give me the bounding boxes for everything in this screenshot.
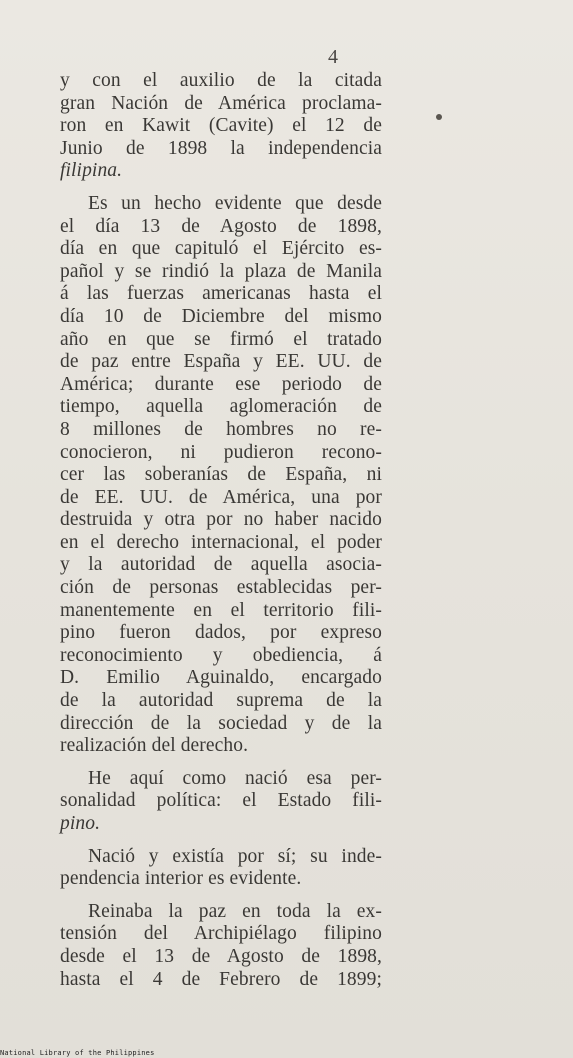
paragraph	[60, 768, 382, 836]
text-line: conocieron, ni pudieron recono-	[60, 441, 382, 463]
text-line: realización del derecho.	[60, 735, 249, 757]
text-line: hasta el 4 de Febrero de 1899;	[60, 968, 382, 990]
text-line: año en que se firmó el tratado	[60, 328, 382, 350]
text-line: pino fueron dados, por expreso	[60, 622, 382, 644]
text-line: América; durante ese periodo de	[60, 373, 382, 395]
text-line: reconocimiento y obediencia, á	[60, 644, 382, 666]
text-line: y la autoridad de aquella asocia-	[60, 554, 382, 576]
text-line: cer las soberanías de España, ni	[60, 464, 382, 486]
text-line: día en que capituló el Ejército es-	[60, 238, 382, 260]
text-line: y con el auxilio de la citada	[60, 70, 382, 91]
paragraph	[60, 193, 382, 758]
text-line: el día 13 de Agosto de 1898,	[60, 215, 382, 237]
text-line	[60, 813, 382, 836]
text-line: manentemente en el territorio fili-	[60, 599, 382, 621]
text-line: tensión del Archipiélago filipino	[60, 923, 382, 945]
text-line: Nació y existía por sí; su inde-	[88, 845, 382, 867]
text-line: Reinaba la paz en toda la ex-	[88, 900, 382, 922]
text-line: 8 millones de hombres no re-	[60, 418, 382, 440]
italic-text: pino.	[60, 813, 101, 834]
text-line: de la autoridad suprema de la	[60, 690, 382, 712]
page-number: 4	[328, 46, 338, 68]
text-line: gran Nación de América proclama-	[60, 92, 382, 114]
text-line: ron en Kawit (Cavite) el 12 de	[60, 115, 382, 137]
text-line: destruida y otra por no haber nacido	[60, 509, 382, 531]
text-line: de paz entre España y EE. UU. de	[60, 351, 382, 373]
body-text	[60, 70, 382, 991]
text-line: Es un hecho evidente que desde	[88, 192, 382, 214]
text-line: en el derecho internacional, el poder	[60, 531, 382, 553]
text-line: pendencia interior es evidente.	[60, 868, 302, 890]
text-line: He aquí como nació esa per-	[88, 767, 382, 789]
italic-text: filipina.	[60, 160, 123, 182]
text-line: día 10 de Diciembre del mismo	[60, 305, 382, 327]
paragraph	[60, 70, 382, 183]
text-line: D. Emilio Aguinaldo, encargado	[60, 667, 382, 689]
text-line: dirección de la sociedad y de la	[60, 712, 382, 734]
text-line: á las fuerzas americanas hasta el	[60, 283, 382, 305]
ink-speck	[436, 114, 442, 120]
text-line: pañol y se rindió la plaza de Manila	[60, 260, 382, 282]
paragraph	[60, 846, 382, 891]
text-line: de EE. UU. de América, una por	[60, 486, 382, 508]
text-line: tiempo, aquella aglomeración de	[60, 396, 382, 418]
text-line: ción de personas establecidas per-	[60, 577, 382, 599]
library-credit: National Library of the Philippines	[0, 1049, 155, 1057]
text-line: sonalidad política: el Estado fili-	[60, 790, 382, 812]
text-line	[60, 160, 382, 183]
text-line: Junio de 1898 la independencia	[60, 137, 382, 159]
paragraph	[60, 901, 382, 991]
text-line: desde el 13 de Agosto de 1898,	[60, 945, 382, 967]
